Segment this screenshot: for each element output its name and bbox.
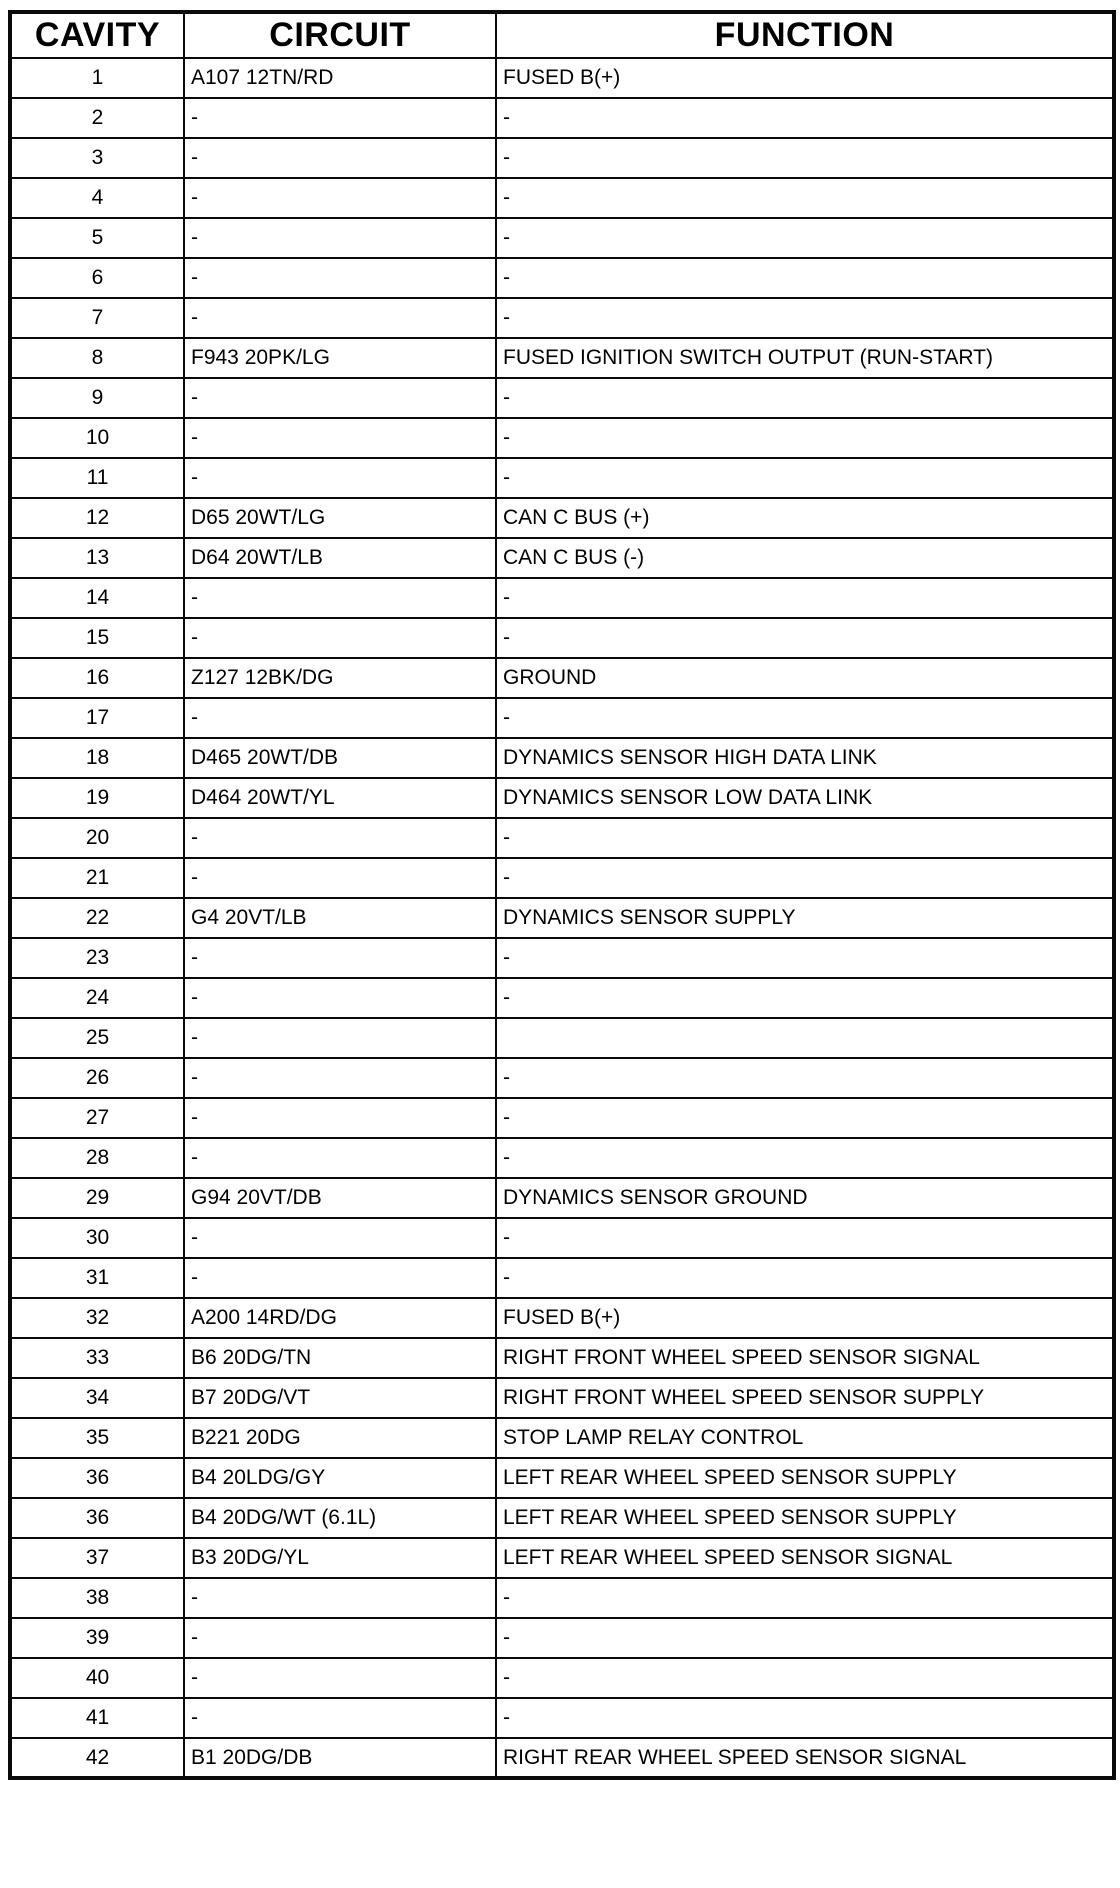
cavity-cell: 12 [10,498,184,538]
table-row [10,578,1114,618]
header-cavity: CAVITY [10,12,184,58]
circuit-cell: B3 20DG/YL [184,1538,496,1578]
function-cell: - [496,138,1114,178]
cavity-cell: 5 [10,218,184,258]
circuit-cell: - [184,1098,496,1138]
function-cell: RIGHT FRONT WHEEL SPEED SENSOR SIGNAL [496,1338,1114,1378]
table-row [10,98,1114,138]
function-cell: - [496,698,1114,738]
table-row [10,378,1114,418]
function-cell: - [496,1618,1114,1658]
circuit-cell: - [184,1698,496,1738]
cavity-cell: 8 [10,338,184,378]
function-cell: - [496,1138,1114,1178]
function-cell: RIGHT REAR WHEEL SPEED SENSOR SIGNAL [496,1738,1114,1778]
function-cell: - [496,1098,1114,1138]
table-header [10,12,1114,58]
cavity-cell: 23 [10,938,184,978]
circuit-cell: - [184,98,496,138]
circuit-cell: F943 20PK/LG [184,338,496,378]
table-row [10,1458,1114,1498]
table-row [10,818,1114,858]
cavity-cell: 11 [10,458,184,498]
cavity-cell: 18 [10,738,184,778]
table-row [10,338,1114,378]
table-row [10,418,1114,458]
table-row [10,1298,1114,1338]
function-cell: - [496,1058,1114,1098]
table-row [10,178,1114,218]
table-row [10,618,1114,658]
table-row [10,298,1114,338]
cavity-cell: 27 [10,1098,184,1138]
cavity-cell: 13 [10,538,184,578]
cavity-cell: 24 [10,978,184,1018]
circuit-cell: Z127 12BK/DG [184,658,496,698]
circuit-cell: - [184,1218,496,1258]
circuit-cell: D465 20WT/DB [184,738,496,778]
circuit-cell: B1 20DG/DB [184,1738,496,1778]
cavity-cell: 10 [10,418,184,458]
table-row [10,858,1114,898]
table-row [10,1378,1114,1418]
function-cell: DYNAMICS SENSOR HIGH DATA LINK [496,738,1114,778]
circuit-cell: G4 20VT/LB [184,898,496,938]
circuit-cell: - [184,1618,496,1658]
cavity-cell: 31 [10,1258,184,1298]
circuit-cell: B7 20DG/VT [184,1378,496,1418]
table-row [10,1258,1114,1298]
table-row [10,738,1114,778]
function-cell [496,1018,1114,1058]
circuit-cell: B4 20LDG/GY [184,1458,496,1498]
cavity-cell: 9 [10,378,184,418]
table-row [10,218,1114,258]
table-row [10,1018,1114,1058]
function-cell: - [496,978,1114,1018]
table-row [10,1218,1114,1258]
function-cell: LEFT REAR WHEEL SPEED SENSOR SIGNAL [496,1538,1114,1578]
circuit-cell: - [184,218,496,258]
function-cell: - [496,1658,1114,1698]
function-cell: GROUND [496,658,1114,698]
function-cell: - [496,938,1114,978]
cavity-cell: 29 [10,1178,184,1218]
circuit-cell: - [184,1258,496,1298]
function-cell: CAN C BUS (-) [496,538,1114,578]
circuit-cell: - [184,1018,496,1058]
circuit-cell: - [184,578,496,618]
cavity-cell: 2 [10,98,184,138]
function-cell: - [496,858,1114,898]
table-row [10,1058,1114,1098]
table-row [10,938,1114,978]
cavity-cell: 25 [10,1018,184,1058]
function-cell: - [496,1218,1114,1258]
table-body [10,58,1114,1778]
cavity-cell: 36 [10,1498,184,1538]
table-row [10,1178,1114,1218]
table-row [10,1578,1114,1618]
circuit-cell: - [184,418,496,458]
circuit-cell: - [184,938,496,978]
cavity-cell: 6 [10,258,184,298]
function-cell: - [496,378,1114,418]
function-cell: - [496,258,1114,298]
circuit-cell: - [184,858,496,898]
circuit-cell: A107 12TN/RD [184,58,496,98]
cavity-cell: 21 [10,858,184,898]
cavity-cell: 17 [10,698,184,738]
table-row [10,1098,1114,1138]
function-cell: - [496,178,1114,218]
header-circuit: CIRCUIT [184,12,496,58]
cavity-cell: 28 [10,1138,184,1178]
circuit-cell: B6 20DG/TN [184,1338,496,1378]
circuit-cell: - [184,178,496,218]
circuit-cell: D65 20WT/LG [184,498,496,538]
cavity-cell: 7 [10,298,184,338]
cavity-cell: 34 [10,1378,184,1418]
table-row [10,498,1114,538]
circuit-cell: - [184,258,496,298]
circuit-cell: - [184,298,496,338]
cavity-cell: 37 [10,1538,184,1578]
circuit-cell: - [184,978,496,1018]
function-cell: LEFT REAR WHEEL SPEED SENSOR SUPPLY [496,1498,1114,1538]
table-row [10,1538,1114,1578]
circuit-cell: B4 20DG/WT (6.1L) [184,1498,496,1538]
circuit-cell: - [184,1138,496,1178]
table-row [10,898,1114,938]
cavity-cell: 39 [10,1618,184,1658]
function-cell: FUSED B(+) [496,58,1114,98]
function-cell: LEFT REAR WHEEL SPEED SENSOR SUPPLY [496,1458,1114,1498]
header-function: FUNCTION [496,12,1114,58]
circuit-cell: - [184,1058,496,1098]
circuit-cell: - [184,1658,496,1698]
circuit-cell: - [184,138,496,178]
cavity-cell: 3 [10,138,184,178]
function-cell: DYNAMICS SENSOR LOW DATA LINK [496,778,1114,818]
table-row [10,1498,1114,1538]
function-cell: STOP LAMP RELAY CONTROL [496,1418,1114,1458]
circuit-cell: D464 20WT/YL [184,778,496,818]
circuit-cell: - [184,818,496,858]
function-cell: - [496,1698,1114,1738]
table-row [10,258,1114,298]
cavity-cell: 15 [10,618,184,658]
circuit-cell: - [184,698,496,738]
cavity-cell: 35 [10,1418,184,1458]
table-header-row [10,12,1114,58]
table-row [10,458,1114,498]
function-cell: FUSED B(+) [496,1298,1114,1338]
cavity-cell: 40 [10,1658,184,1698]
function-cell: RIGHT FRONT WHEEL SPEED SENSOR SUPPLY [496,1378,1114,1418]
table-row [10,1418,1114,1458]
table-row [10,1338,1114,1378]
cavity-cell: 16 [10,658,184,698]
cavity-cell: 41 [10,1698,184,1738]
function-cell: - [496,458,1114,498]
cavity-cell: 33 [10,1338,184,1378]
cavity-cell: 19 [10,778,184,818]
function-cell: - [496,98,1114,138]
circuit-cell: D64 20WT/LB [184,538,496,578]
circuit-cell: - [184,1578,496,1618]
cavity-cell: 4 [10,178,184,218]
table-row [10,1658,1114,1698]
function-cell: DYNAMICS SENSOR SUPPLY [496,898,1114,938]
table-row [10,138,1114,178]
circuit-cell: G94 20VT/DB [184,1178,496,1218]
circuit-cell: - [184,378,496,418]
function-cell: - [496,1258,1114,1298]
table-row [10,538,1114,578]
function-cell: DYNAMICS SENSOR GROUND [496,1178,1114,1218]
connector-pinout-table [8,10,1116,1780]
function-cell: CAN C BUS (+) [496,498,1114,538]
circuit-cell: B221 20DG [184,1418,496,1458]
cavity-cell: 32 [10,1298,184,1338]
function-cell: - [496,578,1114,618]
circuit-cell: - [184,618,496,658]
cavity-cell: 42 [10,1738,184,1778]
table-row [10,58,1114,98]
function-cell: - [496,298,1114,338]
table-row [10,778,1114,818]
function-cell: - [496,618,1114,658]
function-cell: - [496,1578,1114,1618]
cavity-cell: 38 [10,1578,184,1618]
cavity-cell: 14 [10,578,184,618]
function-cell: FUSED IGNITION SWITCH OUTPUT (RUN-START) [496,338,1114,378]
table-row [10,1698,1114,1738]
function-cell: - [496,218,1114,258]
table-row [10,1738,1114,1778]
table-row [10,978,1114,1018]
circuit-cell: A200 14RD/DG [184,1298,496,1338]
table-row [10,1138,1114,1178]
cavity-cell: 30 [10,1218,184,1258]
function-cell: - [496,418,1114,458]
cavity-cell: 36 [10,1458,184,1498]
cavity-cell: 22 [10,898,184,938]
cavity-cell: 20 [10,818,184,858]
table-row [10,658,1114,698]
table-row [10,1618,1114,1658]
circuit-cell: - [184,458,496,498]
table-row [10,698,1114,738]
cavity-cell: 26 [10,1058,184,1098]
cavity-cell: 1 [10,58,184,98]
function-cell: - [496,818,1114,858]
